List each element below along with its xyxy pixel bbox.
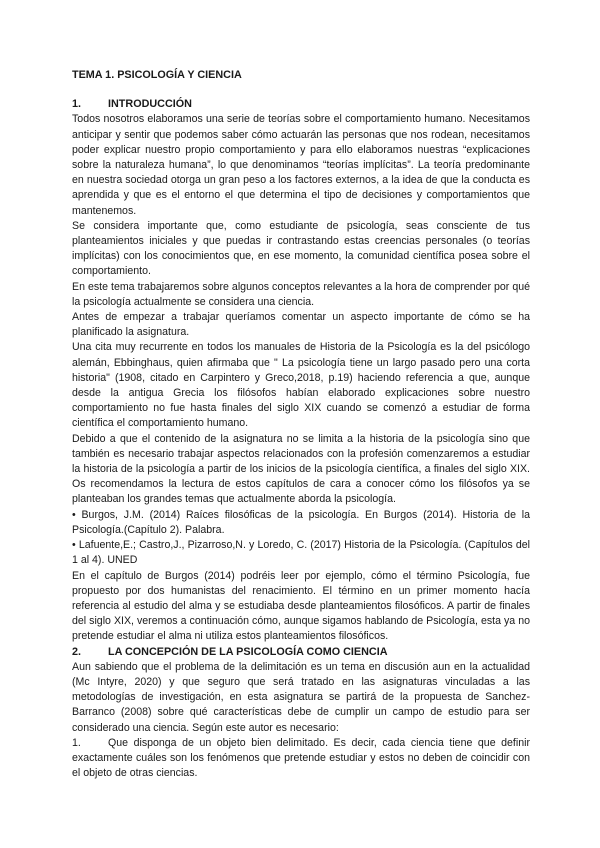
section-1-paragraph-4: Antes de empezar a trabajar queríamos comentar un aspecto importante de cómo se ha planificado la asignatura. [72,311,530,339]
section-1-title: INTRODUCCIÓN [108,98,192,111]
section-1-heading [72,97,530,112]
document-page [72,68,530,781]
criteria-list-item [72,736,530,782]
section-1-paragraph-2: Se considera importante que, como estudiante de psicología, seas consciente de tus planteamientos iniciales y que puedas ir contrastando estas creencias personales (o teorías implícitas) con los conocimientos que, en ese momento, la comunidad científica posea sobre el comportamiento. [72,219,530,278]
reference-item: • Burgos, J.M. (2014) Raíces filosóficas de la psicología. En Burgos (2014). Historia de la Psicología.(Capítulo 2). Palabra. [72,508,530,536]
section-1-paragraph-5: Una cita muy recurrente en todos los manuales de Historia de la Psicología es la del psicólogo alemán, Ebbinghaus, quien afirmaba que " La psicología tiene un largo pasado pero una corta historia" (1908, citado en Carpintero y Greco,2018, p.19) haciendo referencia a que, aunque desde la antigua Grecia los filósofos habían elaborado explicaciones sobre nuestro comportamiento no fue hasta finales del siglo XIX cuando se comenzó a estudiar de forma científica el comportamiento humano. [72,341,530,430]
section-1-paragraph-6: Debido a que el contenido de la asignatura no se limita a la historia de la psicología sino que también es necesario trabajar aspectos relacionados con la profesión comenzaremos a estudiar la historia de la psicología a partir de los inicios de la psicología científica, a finales del siglo XIX. Os recomendamos la lectura de estos capítulos de cara a conocer cómo los filósofos ya se planteaban los grandes temas que actualmente aborda la psicología. [72,432,530,506]
document-title: TEMA 1. PSICOLOGÍA Y CIENCIA [72,69,242,81]
section-2-heading [72,645,530,660]
section-1-paragraph-1: Todos nosotros elaboramos una serie de teorías sobre el comportamiento humano. Necesitamos anticipar y sentir que podemos saber cómo actuarán las personas que nos rodean, necesitamos poder explicar nuestro propio comportamiento y para ello elaboramos nuestras “explicaciones sobre la naturaleza humana”, lo que denominamos “teorías implícitas”. La teoría predominante en nuestra sociedad otorga un gran peso a los factores externos, a la idea de que la conducta es aprendida y que es el entorno el que determina el tipo de decisiones y comportamientos que mantenemos. [72,113,530,217]
section-2-title: LA CONCEPCIÓN DE LA PSICOLOGÍA COMO CIENCIA [108,645,388,658]
section-2-number: 2. [72,645,82,658]
section-2-paragraph: Aun sabiendo que el problema de la delimitación es un tema en discusión aun en la actualidad (Mc Intyre, 2020) y que seguro que será tratado en las asignaturas vinculadas a las metodologías de investigación, en esta asignatura se partirá de la propuesta de Sanchez-Barranco (2008) sobre qué características debe de cumplir un campo de estudio para ser considerado una ciencia. Según este autor es necesario: [72,660,530,734]
criteria-item-text: Que disponga de un objeto bien delimitado. Es decir, cada ciencia tiene que definir exactamente cuáles son los fenómenos que pretende estudiar y estos no deben de coincidir con el objeto de otras ciencias. [72,736,530,780]
section-1-paragraph-3: En este tema trabajaremos sobre algunos conceptos relevantes a la hora de comprender por qué la psicología actualmente se considera una ciencia. [72,280,530,308]
criteria-item-number: 1. [72,736,81,749]
section-1-closing-paragraph: En el capítulo de Burgos (2014) podréis leer por ejemplo, cómo el término Psicología, fue propuesto por dos humanistas del renacimiento. El término en un primer momento hacía referencia al estudio del alma y se estudiaba desde planteamientos filosóficos. A partir de finales del siglo XIX, veremos a continuación cómo, aunque sigamos hablando de Psicología, esta ya no pretende estudiar el alma ni utiliza estos planteamientos filosóficos. [72,569,530,643]
reference-item: • Lafuente,E.; Castro,J., Pizarroso,N. y Loredo, C. (2017) Historia de la Psicología. (Capítulos del 1 al 4). UNED [72,539,530,567]
section-1-number: 1. [72,98,82,111]
